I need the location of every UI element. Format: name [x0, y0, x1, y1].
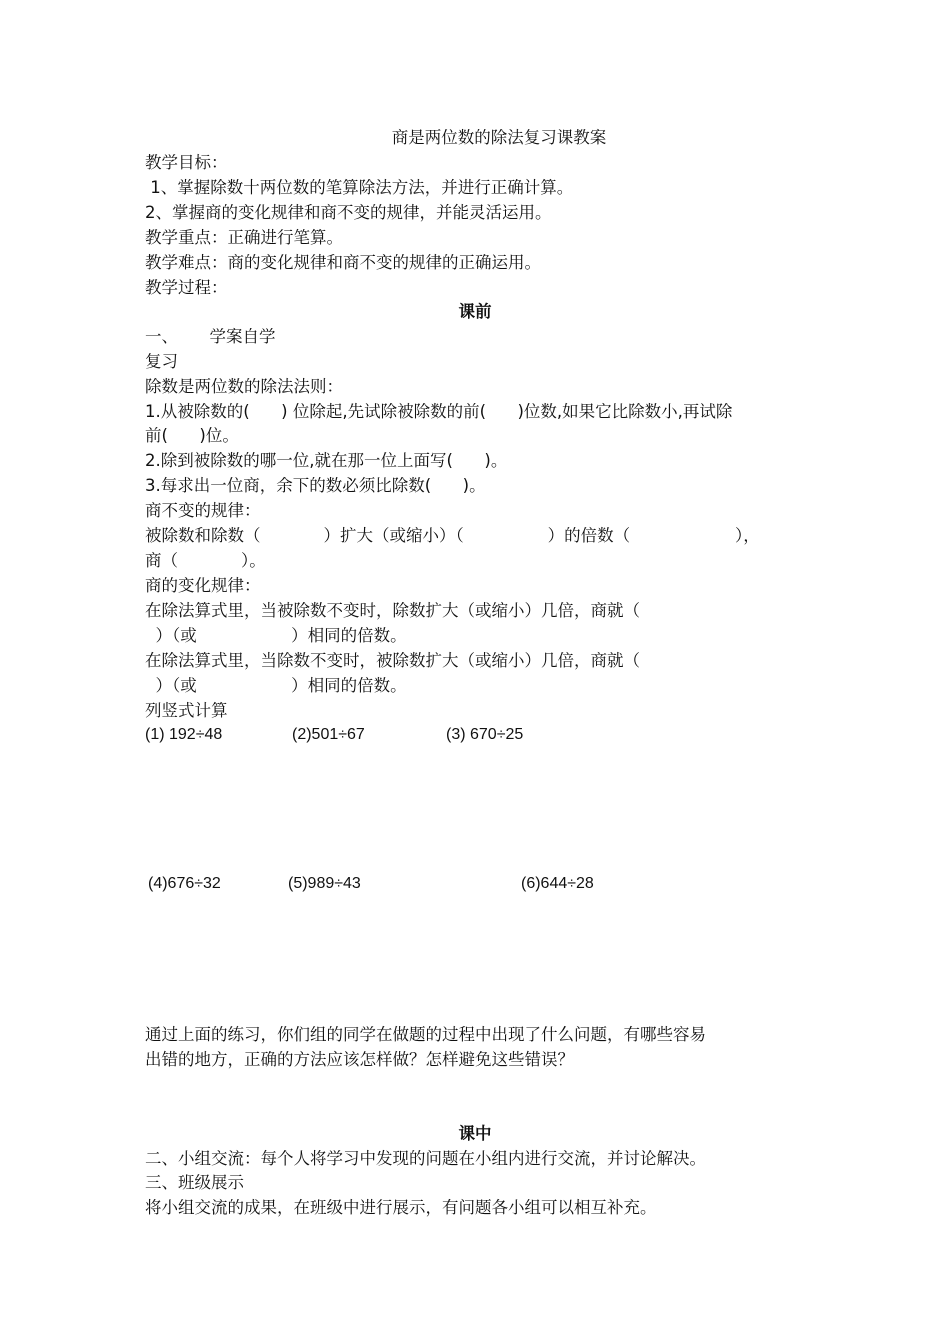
problem-4: (4)676÷32 — [148, 875, 221, 892]
before-class-heading: 课前 — [458, 302, 492, 321]
goals-heading: 教学目标： — [145, 153, 228, 172]
rule-1-line-1: 1.从被除数的( ) 位除起,先试除被除数的前( )位数,如果它比除数小,再试除 — [145, 402, 733, 421]
invariant-line-2: 商（ ）。 — [145, 551, 266, 570]
section-3-heading: 三、班级展示 — [145, 1173, 244, 1192]
invariant-heading: 商不变的规律： — [145, 501, 261, 520]
review-label: 复习 — [145, 352, 178, 371]
change-rule-1-line-1: 在除法算式里，当被除数不变时，除数扩大（或缩小）几倍，商就（ — [145, 601, 640, 620]
process-heading: 教学过程： — [145, 278, 228, 297]
problem-5: (5)989÷43 — [288, 875, 361, 892]
section-1-heading: 一、 学案自学 — [145, 327, 276, 346]
section-2: 二、小组交流：每个人将学习中发现的问题在小组内进行交流，并讨论解决。 — [145, 1149, 706, 1168]
vertical-calc-heading: 列竖式计算 — [145, 701, 228, 720]
problem-2: (2)501÷67 — [292, 726, 365, 743]
rule-heading: 除数是两位数的除法法则： — [145, 377, 343, 396]
rule-3: 3.每求出一位商，余下的数必须比除数( )。 — [145, 476, 486, 495]
goal-1: 1、掌握除数十两位数的笔算除法方法，并进行正确计算。 — [145, 178, 574, 197]
in-class-heading: 课中 — [458, 1124, 492, 1143]
document-title: 商是两位数的除法复习课教案 — [391, 128, 607, 147]
goal-2: 2、掌握商的变化规律和商不变的规律，并能灵活运用。 — [145, 203, 552, 222]
rule-2: 2.除到被除数的哪一位,就在那一位上面写( )。 — [145, 451, 508, 470]
change-heading: 商的变化规律： — [145, 576, 261, 595]
rule-1-line-2: 前( )位。 — [145, 426, 239, 445]
key-point: 教学重点：正确进行笔算。 — [145, 228, 343, 247]
invariant-line-1: 被除数和除数（ ）扩大（或缩小）（ ）的倍数（ ）， — [145, 526, 760, 545]
reflection-line-1: 通过上面的练习，你们组的同学在做题的过程中出现了什么问题，有哪些容易 — [145, 1025, 706, 1044]
section-3-text: 将小组交流的成果，在班级中进行展示，有问题各小组可以相互补充。 — [145, 1198, 657, 1217]
change-rule-2-line-1: 在除法算式里，当除数不变时，被除数扩大（或缩小）几倍，商就（ — [145, 651, 640, 670]
difficulty: 教学难点：商的变化规律和商不变的规律的正确运用。 — [145, 253, 541, 272]
change-rule-2-line-2: ）（或 ）相同的倍数。 — [145, 676, 407, 695]
problem-6: (6)644÷28 — [521, 875, 594, 892]
reflection-line-2: 出错的地方，正确的方法应该怎样做？怎样避免这些错误？ — [145, 1050, 574, 1069]
problem-3: (3) 670÷25 — [446, 726, 524, 743]
change-rule-1-line-2: ）（或 ）相同的倍数。 — [145, 626, 407, 645]
problem-1: (1) 192÷48 — [145, 726, 223, 743]
